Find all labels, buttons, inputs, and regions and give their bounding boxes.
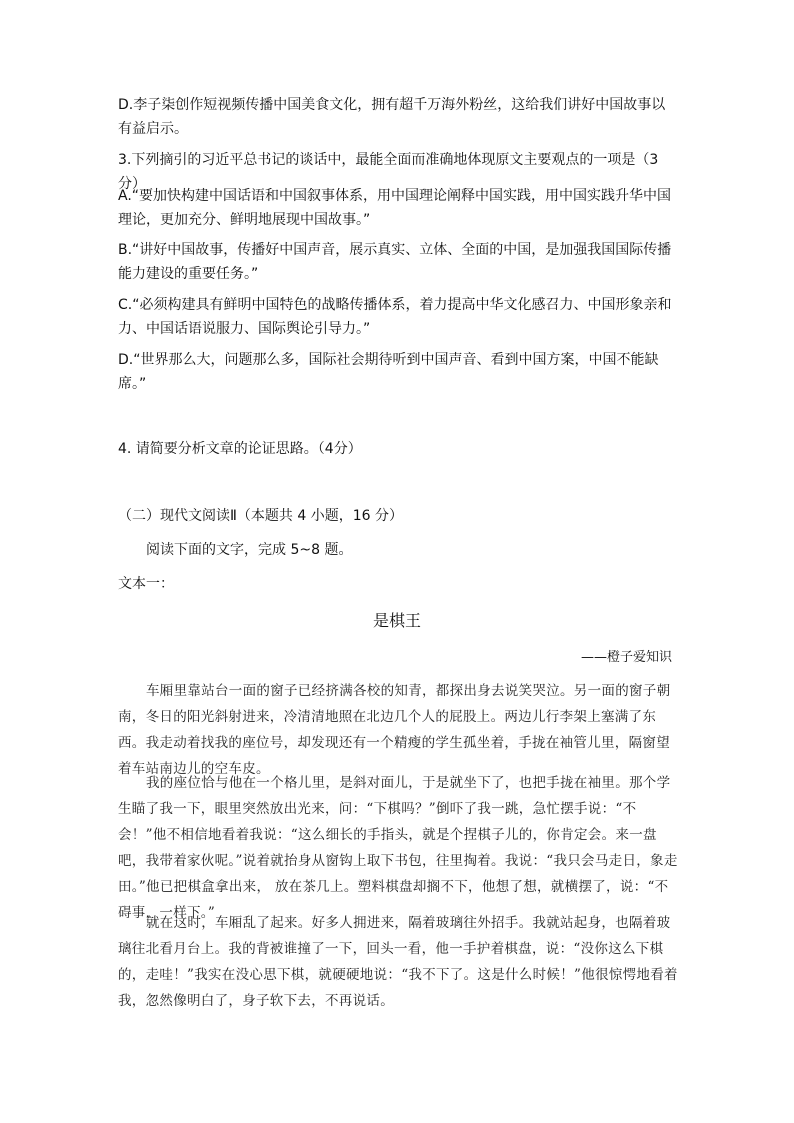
question-3-option-d: D.“世界那么大，问题那么多，国际社会期待听到中国声音、看到中国方案，中国不能缺席。” <box>118 352 659 392</box>
section-heading: （二）现代文阅读Ⅱ（本题共 4 小题，16 分） <box>118 508 403 524</box>
story-author: ——橙子爱知识 <box>580 650 672 665</box>
text-one-label: 文本一： <box>118 576 174 592</box>
question-3-option-c: C.“必须构建具有鲜明中国特色的战略传播体系，着力提高中华文化感召力、中国形象亲和力、中国话语说服力、国际舆论引导力。” <box>118 297 672 337</box>
question-3-option-a: A.“要加快构建中国话语和中国叙事体系，用中国理论阐释中国实践，用中国实践升华中国理论，更加充分、鲜明地展现中国故事。” <box>118 188 672 228</box>
story-paragraph-1: 车厢里靠站台一面的窗子已经挤满各校的知青，都探出身去说笑哭泣。另一面的窗子朝南，冬日的阳光斜射进来，冷清清地照在北边几个人的屁股上。两边儿行李架上塞满了东西。我走动着找我的座位号，却发现还有一个精瘦的学生孤坐着，手拢在袖管儿里，隔窗望着车站南边儿的空车皮。 <box>118 683 671 777</box>
story-paragraph-2: 我的座位恰与他在一个格儿里，是斜对面儿，于是就坐下了，也把手拢在袖里。那个学生瞄了我一下，眼里突然放出光来，问：“下棋吗？”倒吓了我一跳，急忙摆手说：“不会！”他不相信地看着我说：“这么细长的手指头，就是个捏棋子儿的，你肯定会。来一盘吧，我带着家伙呢。”说着就抬身从窗钩上取下书包，往里掏着。我说：“我只会马走日，象走田。”他已把棋盒拿出来， 放在茶几上。塑料棋盘却搁不下，他想了想，就横摆了，说：“不碍事，一样下。” <box>118 775 678 921</box>
question-3-stem: 3.下列摘引的习近平总书记的谈话中，最能全面而准确地体现原文主要观点的一项是（3分） <box>118 152 659 192</box>
question-4: 4. 请简要分析文章的论证思路。（4分） <box>118 441 362 457</box>
option-d-paragraph: D.李子柒创作短视频传播中国美食文化，拥有超千万海外粉丝，这给我们讲好中国故事以有益启示。 <box>118 97 666 137</box>
story-title: 是棋王 <box>372 611 421 630</box>
story-paragraph-3: 就在这时，车厢乱了起来。好多人拥进来，隔着玻璃往外招手。我就站起身，也隔着玻璃往北看月台上。我的背被谁撞了一下，回头一看，他一手护着棋盘，说：“没你这么下棋的，走哇！”我实在没心思下棋，就硬硬地说：“我不下了。这是什么时候！”他很惊愕地看着我，忽然像明白了，身子软下去，不再说话。 <box>118 915 678 1009</box>
reading-instruction: 阅读下面的文字，完成 5~8 题。 <box>146 542 353 558</box>
question-3-option-b: B.“讲好中国故事，传播好中国声音，展示真实、立体、全面的中国，是加强我国国际传播能力建设的重要任务。” <box>118 242 672 282</box>
